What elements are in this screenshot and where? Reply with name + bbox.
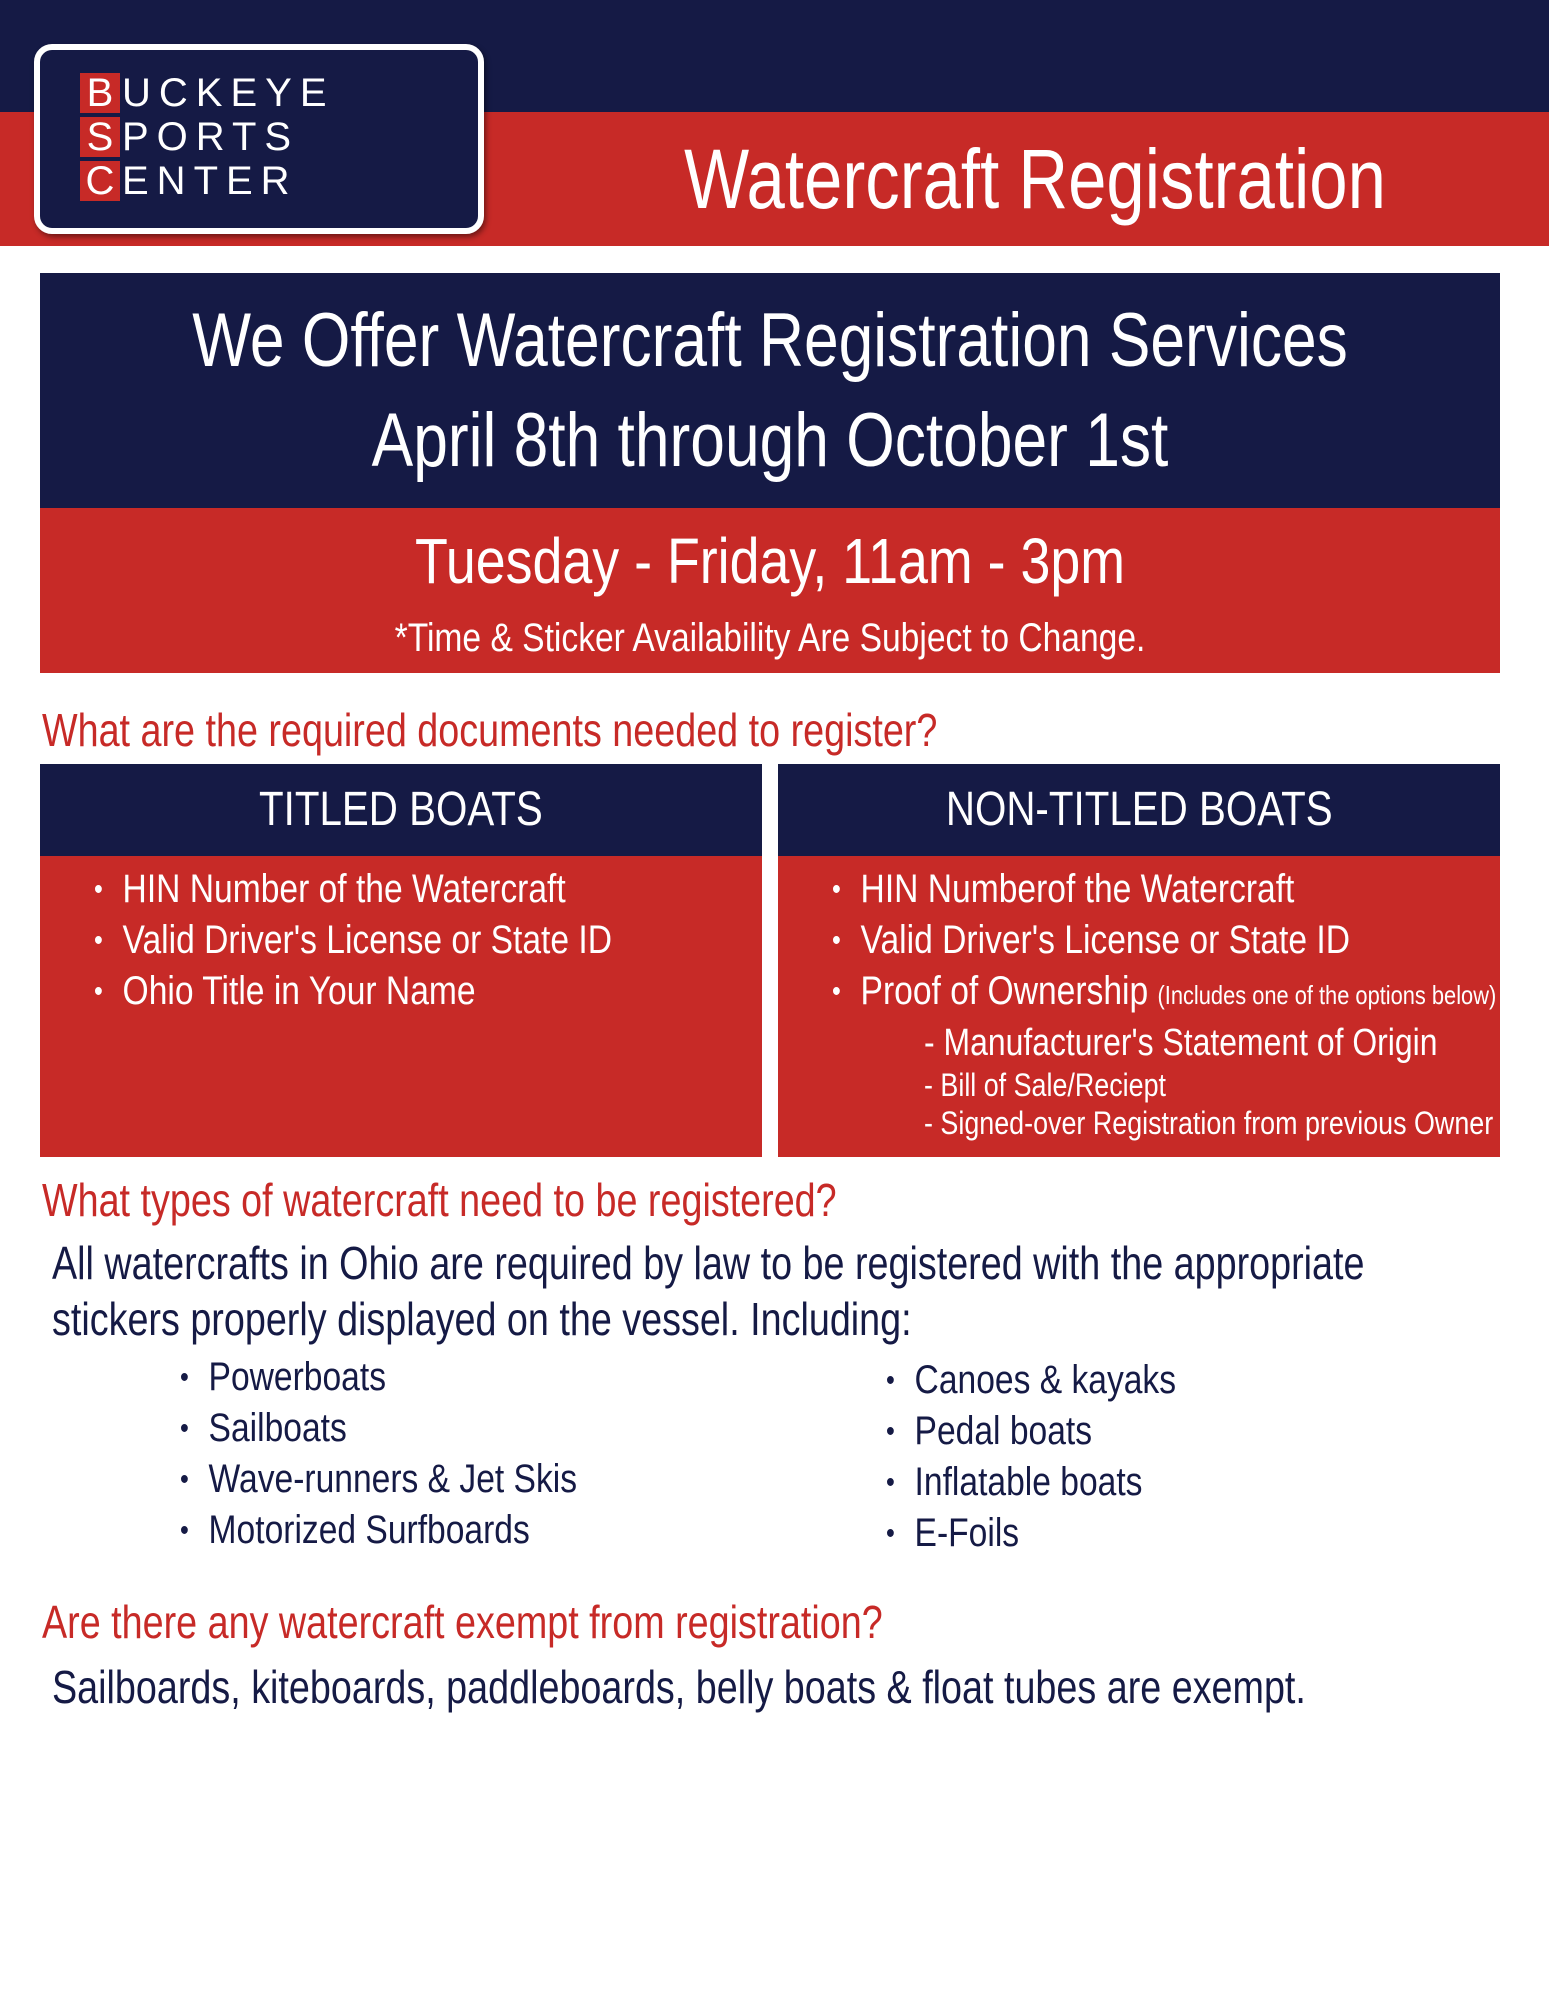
logo-row-buckeye [80,72,478,114]
types-heading: What types of watercraft need to be registered? [42,1174,837,1226]
list-item-proof-of-ownership [832,966,1497,1020]
types-text-line2: stickers properly displayed on the vessel. Including: [52,1293,912,1345]
list-item: • Sailboats [180,1403,577,1454]
watercraft-types-left-list [180,1352,653,1556]
list-item: • Valid Driver's License or State ID [94,915,655,966]
non-titled-boats-box [778,764,1500,1157]
logo-word-sports: PORTS [122,115,300,159]
page-title: Watercraft Registration [684,132,1386,226]
list-item: • E-Foils [886,1508,1176,1559]
list-item: • Valid Driver's License or State ID [832,915,1393,966]
logo-initial-c: C [80,161,120,201]
list-item: • Ohio Title in Your Name [94,966,655,1017]
list-item: • Canoes & kayaks [886,1355,1176,1406]
logo-word-center: ENTER [122,159,298,203]
banner-date-range: April 8th through October 1st [371,398,1169,483]
non-titled-boats-list [832,864,1500,1020]
banner-headline: We Offer Watercraft Registration Services [192,298,1348,383]
non-titled-boats-title: NON-TITLED BOATS [778,764,1500,856]
ownership-option: - Manufacturer's Statement of Origin [924,1022,1438,1064]
ownership-options-list [924,1020,1500,1142]
banner-disclaimer: *Time & Sticker Availability Are Subject to Change. [394,616,1146,660]
types-text-line1: All watercrafts in Ohio are required by law to be registered with the appropriate [52,1237,1365,1289]
proof-of-ownership-label: Proof of Ownership [860,969,1149,1013]
list-item: • Inflatable boats [886,1457,1176,1508]
logo-word-buckeye: UCKEYE [122,71,335,115]
titled-boats-list [94,864,762,1017]
titled-boats-title: TITLED BOATS [40,764,762,856]
titled-boats-box [40,764,762,1157]
list-item: • HIN Number of the Watercraft [94,864,655,915]
list-item: • Wave-runners & Jet Skis [180,1454,577,1505]
list-item: • Powerboats [180,1352,577,1403]
documents-heading: What are the required documents needed to register? [42,704,938,756]
watercraft-types-right-list [886,1355,1231,1559]
proof-of-ownership-note: (Includes one of the options below) [1157,980,1497,1010]
exempt-heading: Are there any watercraft exempt from registration? [42,1596,883,1648]
banner-hours: Tuesday - Friday, 11am - 3pm [414,525,1126,597]
logo-row-sports [80,116,478,158]
exempt-text: Sailboards, kiteboards, paddleboards, belly boats & float tubes are exempt. [52,1661,1306,1713]
logo-initial-s: S [80,117,120,157]
list-item: • Pedal boats [886,1406,1176,1457]
ownership-option: - Signed-over Registration from previous Owner [924,1105,1494,1141]
list-item: • Motorized Surfboards [180,1505,577,1556]
logo-initial-b: B [80,73,120,113]
non-titled-boats-body [778,856,1500,1157]
buckeye-sports-center-logo [34,44,484,234]
logo-row-center [80,160,478,202]
titled-boats-body [40,856,762,1157]
page-header [0,0,1549,246]
list-item: • HIN Numberof the Watercraft [832,864,1393,915]
services-banner [40,273,1500,673]
ownership-option: - Bill of Sale/Reciept [924,1067,1167,1103]
